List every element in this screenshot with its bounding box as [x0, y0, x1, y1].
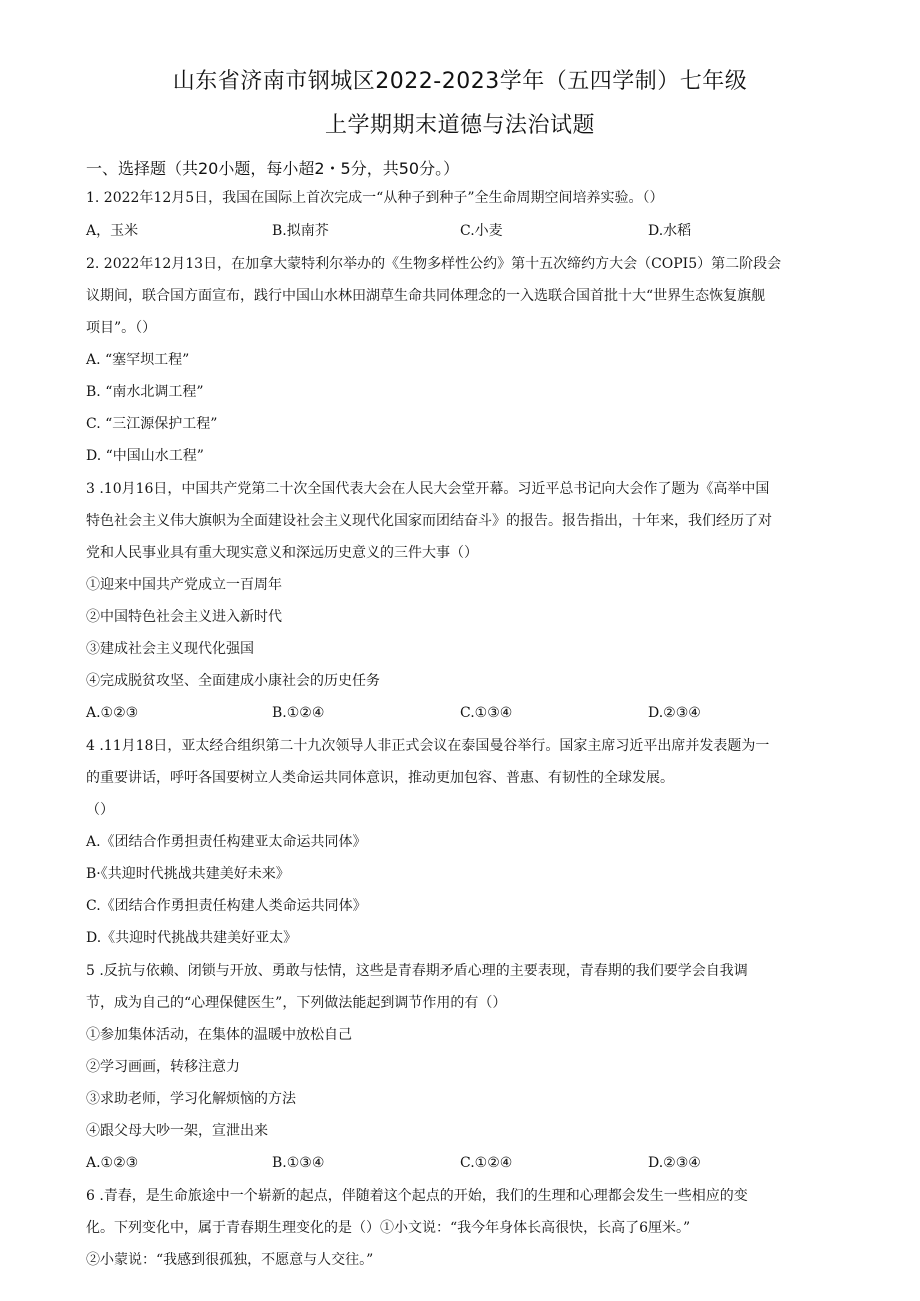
option-b: B.拟南芥 [272, 223, 329, 239]
question-3-item-2: ②中国特色社会主义进入新时代 [86, 609, 282, 625]
option-a: A.①②③ [86, 705, 139, 721]
option-c: C.小麦 [460, 223, 503, 239]
question-5-item-1: ①参加集体活动，在集体的温暖中放松自己 [86, 1027, 352, 1043]
question-3-stem-line: 特色社会主义伟大旗帜为全面建设社会主义现代化国家而团结奋斗》的报告。报告指出，十年来，我们经历了对 [86, 513, 772, 529]
question-4-stem-line: （） [86, 802, 114, 818]
question-4-choice-d: D.《共迎时代挑战共建美好亚太》 [86, 930, 298, 946]
question-2-choice-a: A. “塞罕坝工程” [86, 352, 190, 368]
question-4-stem-line: 的重要讲话，呼吁各国要树立人类命运共同体意识，推动更加包容、普惠、有韧性的全球发展。 [86, 770, 674, 786]
exam-title-line2: 上学期期末道德与法治试题 [324, 113, 595, 138]
option-a: A，玉米 [86, 223, 139, 239]
question-2-choice-c: C. “三江源保护工程” [86, 416, 218, 432]
question-2-stem-line: 议期间，联合国方面宣布，践行中国山水林田湖草生命共同体理念的一入选联合国首批十大“世界生态恢复旗舰 [86, 288, 766, 304]
question-4-choice-c: C.《团结合作勇担责任构建人类命运共同体》 [86, 898, 367, 914]
question-4-choice-a: A.《团结合作勇担责任构建亚太命运共同体》 [86, 834, 367, 850]
question-6-stem-line: 6 .青春，是生命旅途中一个崭新的起点，伴随着这个起点的开始，我们的生理和心理都会发生一些相应的变 [86, 1188, 748, 1204]
question-6-stem-line: 化。下列变化中，属于青春期生理变化的是（）①小文说：“我今年身体长高很快，长高了6厘米。” [86, 1220, 691, 1236]
question-3-stem-line: 党和人民事业具有重大现实意义和深远历史意义的三件大事（） [86, 545, 478, 561]
question-5-item-2: ②学习画画，转移注意力 [86, 1059, 240, 1075]
question-2-choice-b: B. “南水北调工程” [86, 384, 204, 400]
question-5-item-3: ③求助老师，学习化解烦恼的方法 [86, 1091, 296, 1107]
question-5-stem-line: 5 .反抗与依赖、闭锁与开放、勇敢与怯情，这些是青春期矛盾心理的主要表现，青春期的我们要学会自我调 [86, 963, 748, 979]
option-d: D.②③④ [648, 1155, 701, 1171]
question-5-item-4: ④跟父母大吵一架，宣泄出来 [86, 1123, 268, 1139]
question-6-stem-line: ②小蒙说：“我感到很孤独，不愿意与人交往。” [86, 1252, 374, 1268]
question-2-stem-line: 项目”。（） [86, 320, 157, 336]
option-d: D.②③④ [648, 705, 701, 721]
option-c: C.①②④ [460, 1155, 513, 1171]
question-2-stem-line: 2. 2022年12月13日，在加拿大蒙特利尔举办的《生物多样性公约》第十五次缔约方大会（COPI5）第二阶段会 [86, 256, 782, 272]
question-2-choice-d: D. “中国山水工程” [86, 448, 204, 464]
option-d: D.水稻 [648, 223, 692, 239]
question-5-stem-line: 节，成为自己的“心理保健医生”，下列做法能起到调节作用的有（） [86, 995, 507, 1011]
question-4-stem-line: 4 .11月18日，亚太经合组织第二十九次领导人非正式会议在泰国曼谷举行。国家主席习近平出席并发表题为一 [86, 738, 770, 754]
exam-title-line1: 山东省济南市钢城区2022-2023学年（五四学制）七年级 [172, 69, 748, 94]
question-3-item-1: ①迎来中国共产党成立一百周年 [86, 577, 282, 593]
option-a: A.①②③ [86, 1155, 139, 1171]
section-heading: 一、选择题（共20小题，每小超2・5分，共50分。） [86, 159, 460, 178]
option-b: B.①②④ [272, 705, 325, 721]
question-3-item-4: ④完成脱贫攻坚、全面建成小康社会的历史任务 [86, 673, 380, 689]
question-3-stem-line: 3 .10月16日，中国共产党第二十次全国代表大会在人民大会堂开幕。习近平总书记向大会作了题为《高举中国 [86, 481, 770, 497]
question-3-item-3: ③建成社会主义现代化强国 [86, 641, 254, 657]
question-4-choice-b: B·《共迎时代挑战共建美好未来》 [86, 866, 290, 882]
option-c: C.①③④ [460, 705, 513, 721]
question-1-stem: 1. 2022年12月5日，我国在国际上首次完成一“从种子到种子”全生命周期空间培养实验。（） [86, 190, 664, 206]
option-b: B.①③④ [272, 1155, 325, 1171]
